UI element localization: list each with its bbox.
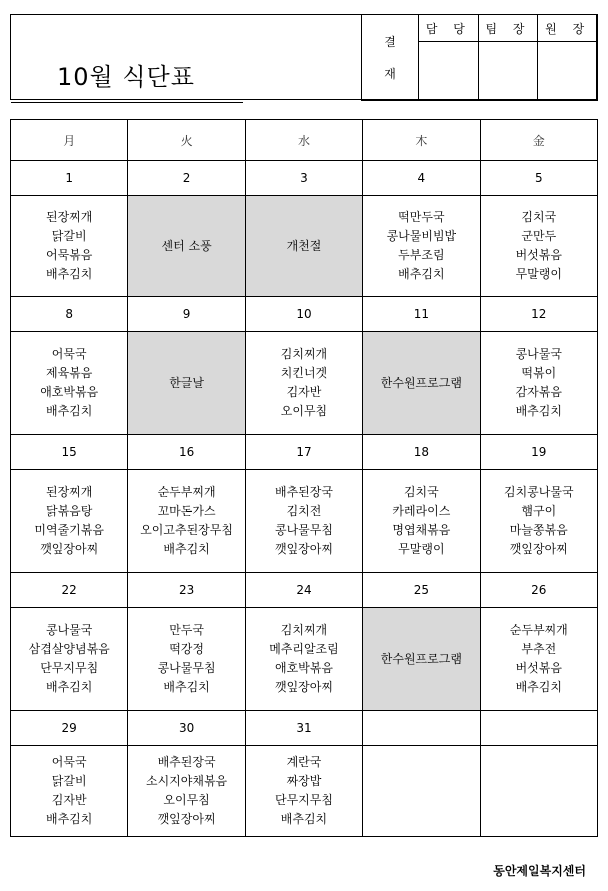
approval-role-team-lead: 팀 장: [478, 15, 538, 42]
menu-item: 어묵볶음: [46, 248, 93, 262]
date-cell: 1: [11, 161, 128, 196]
date-cell: 31: [245, 711, 362, 746]
date-cell: [363, 711, 480, 746]
event-label: 센터 소풍: [161, 238, 212, 253]
menu-item: 미역줄기볶음: [34, 523, 104, 537]
date-cell: 25: [363, 573, 480, 608]
date-cell: 15: [11, 435, 128, 470]
date-cell: 9: [128, 297, 245, 332]
menu-item: 배추김치: [280, 812, 328, 826]
menu-item: 김치찌개: [280, 623, 328, 637]
menu-item: 무말랭이: [515, 267, 562, 281]
event-label: 한수원프로그램: [380, 651, 462, 666]
menu-item: 콩나물비빔밥: [386, 229, 457, 243]
menu-item: 감자볶음: [515, 385, 562, 399]
menu-item: 단무지무침: [40, 661, 99, 675]
menu-cell: [363, 196, 480, 297]
approval-role-director: 원 장: [538, 15, 598, 42]
menu-cell: [245, 470, 362, 573]
menu-cell: [363, 470, 480, 573]
menu-item: 배추김치: [515, 680, 562, 694]
date-cell: 18: [363, 435, 480, 470]
menu-item: 단무지무침: [274, 793, 333, 807]
menu-item: 닭볶음탕: [46, 504, 93, 518]
approval-sign-box[interactable]: [538, 42, 598, 101]
menu-item: 닭갈비: [51, 774, 87, 788]
date-cell: 11: [363, 297, 480, 332]
menu-item: 김치찌개: [280, 347, 328, 361]
menu-item: 떡볶이: [521, 366, 557, 380]
weekday-header: 木: [363, 120, 480, 161]
menu-item: 부추전: [521, 642, 557, 656]
menu-cell: [128, 196, 245, 297]
menu-item: 오이무침: [280, 404, 328, 418]
menu-item: 깻잎장아찌: [157, 812, 216, 826]
menu-item: 콩나물무침: [274, 523, 333, 537]
date-cell: [480, 711, 597, 746]
menu-item: 배추된장국: [274, 485, 333, 499]
menu-item: 배추김치: [46, 812, 93, 826]
menu-item: 치킨너겟: [280, 366, 328, 380]
weekday-header: 金: [480, 120, 597, 161]
menu-item: 명엽채볶음: [392, 523, 451, 537]
date-cell: 30: [128, 711, 245, 746]
menu-cell: [480, 470, 597, 573]
title-underline: [11, 99, 243, 100]
menu-cell: [245, 196, 362, 297]
menu-item: 꼬마돈가스: [157, 504, 216, 518]
menu-item: 군만두: [521, 229, 557, 243]
approval-sign-box[interactable]: [419, 42, 479, 101]
menu-cell: [11, 196, 128, 297]
menu-item: 오이고추된장무침: [140, 523, 233, 537]
menu-item: 깻잎장아찌: [274, 542, 333, 556]
date-cell: 22: [11, 573, 128, 608]
menu-item: 깻잎장아찌: [40, 542, 99, 556]
date-cell: 8: [11, 297, 128, 332]
menu-item: 김자반: [51, 793, 87, 807]
weekday-header: 水: [245, 120, 362, 161]
menu-item: 계란국: [286, 755, 322, 769]
menu-item: 배추김치: [163, 542, 210, 556]
menu-item: 배추김치: [398, 267, 445, 281]
menu-item: 마늘쫑볶음: [509, 523, 568, 537]
title-underline: [11, 102, 243, 103]
organization-name: 동안제일복지센터: [493, 864, 586, 878]
menu-item: 소시지야채볶음: [146, 774, 228, 788]
menu-cell: [480, 608, 597, 711]
date-cell: 26: [480, 573, 597, 608]
menu-item: 된장찌개: [46, 210, 93, 224]
menu-cell: [480, 332, 597, 435]
menu-item: 떡만두국: [398, 210, 445, 224]
date-cell: 23: [128, 573, 245, 608]
menu-cell: [11, 332, 128, 435]
approval-table: [361, 14, 598, 101]
menu-item: 순두부찌개: [509, 623, 568, 637]
menu-cell: [128, 470, 245, 573]
menu-item: 콩나물국: [515, 347, 562, 361]
date-cell: 17: [245, 435, 362, 470]
menu-cell: [363, 608, 480, 711]
menu-item: 배추김치: [46, 680, 93, 694]
header-box: [10, 14, 597, 100]
menu-cell: [363, 332, 480, 435]
menu-item: 배추김치: [163, 680, 210, 694]
menu-cell: [245, 608, 362, 711]
menu-item: 오이무침: [163, 793, 210, 807]
menu-item: 김자반: [286, 385, 322, 399]
approval-sign-box[interactable]: [478, 42, 538, 101]
menu-cell: [128, 608, 245, 711]
event-label: 개천절: [286, 238, 322, 253]
menu-item: 콩나물무침: [157, 661, 216, 675]
menu-item: 메추리알조림: [269, 642, 339, 656]
date-cell: 2: [128, 161, 245, 196]
page-title: 10월 식단표: [57, 63, 195, 91]
menu-cell: [128, 332, 245, 435]
menu-cell: [245, 332, 362, 435]
weekday-header: 火: [128, 120, 245, 161]
menu-item: 버섯볶음: [515, 661, 562, 675]
menu-item: 어묵국: [51, 347, 87, 361]
menu-item: 김치콩나물국: [504, 485, 574, 499]
date-cell: 19: [480, 435, 597, 470]
date-cell: 3: [245, 161, 362, 196]
approval-role-manager: 담 당: [419, 15, 479, 42]
menu-item: 무말랭이: [398, 542, 445, 556]
menu-item: 배추김치: [46, 404, 93, 418]
menu-cell: [480, 196, 597, 297]
menu-item: 닭갈비: [51, 229, 87, 243]
menu-item: 배추김치: [46, 267, 93, 281]
menu-item: 만두국: [169, 623, 204, 637]
menu-item: 애호박볶음: [274, 661, 333, 675]
menu-item: 두부조림: [398, 248, 445, 262]
menu-item: 짜장밥: [286, 774, 322, 788]
menu-item: 김치전: [286, 504, 322, 518]
date-cell: 29: [11, 711, 128, 746]
menu-item: 버섯볶음: [515, 248, 562, 262]
menu-item: 된장찌개: [46, 485, 93, 499]
weekday-header: 月: [11, 120, 128, 161]
menu-item: 카레라이스: [392, 504, 451, 518]
menu-cell: [11, 608, 128, 711]
menu-item: 햄구이: [521, 504, 557, 518]
menu-item: 삼겹살양념볶음: [28, 642, 110, 656]
event-label: 한글날: [169, 375, 204, 390]
menu-cell: [363, 746, 480, 837]
menu-item: 제육볶음: [46, 366, 93, 380]
date-cell: 24: [245, 573, 362, 608]
date-cell: 16: [128, 435, 245, 470]
menu-cell: [11, 470, 128, 573]
menu-item: 순두부찌개: [157, 485, 216, 499]
menu-item: 깻잎장아찌: [274, 680, 333, 694]
date-cell: 4: [363, 161, 480, 196]
menu-item: 김치국: [521, 210, 557, 224]
menu-item: 콩나물국: [46, 623, 93, 637]
date-cell: 5: [480, 161, 597, 196]
date-cell: 12: [480, 297, 597, 332]
date-cell: 10: [245, 297, 362, 332]
menu-cell: [480, 746, 597, 837]
menu-cell: [245, 746, 362, 837]
menu-item: 배추김치: [515, 404, 562, 418]
event-label: 한수원프로그램: [380, 375, 462, 390]
menu-calendar: [10, 119, 598, 837]
menu-item: 어묵국: [51, 755, 87, 769]
menu-item: 배추된장국: [157, 755, 216, 769]
menu-cell: [11, 746, 128, 837]
menu-item: 김치국: [403, 485, 439, 499]
menu-cell: [128, 746, 245, 837]
menu-item: 애호박볶음: [40, 385, 99, 399]
menu-item: 깻잎장아찌: [509, 542, 568, 556]
approval-label: 결 재: [362, 15, 419, 101]
menu-item: 떡강정: [169, 642, 204, 656]
